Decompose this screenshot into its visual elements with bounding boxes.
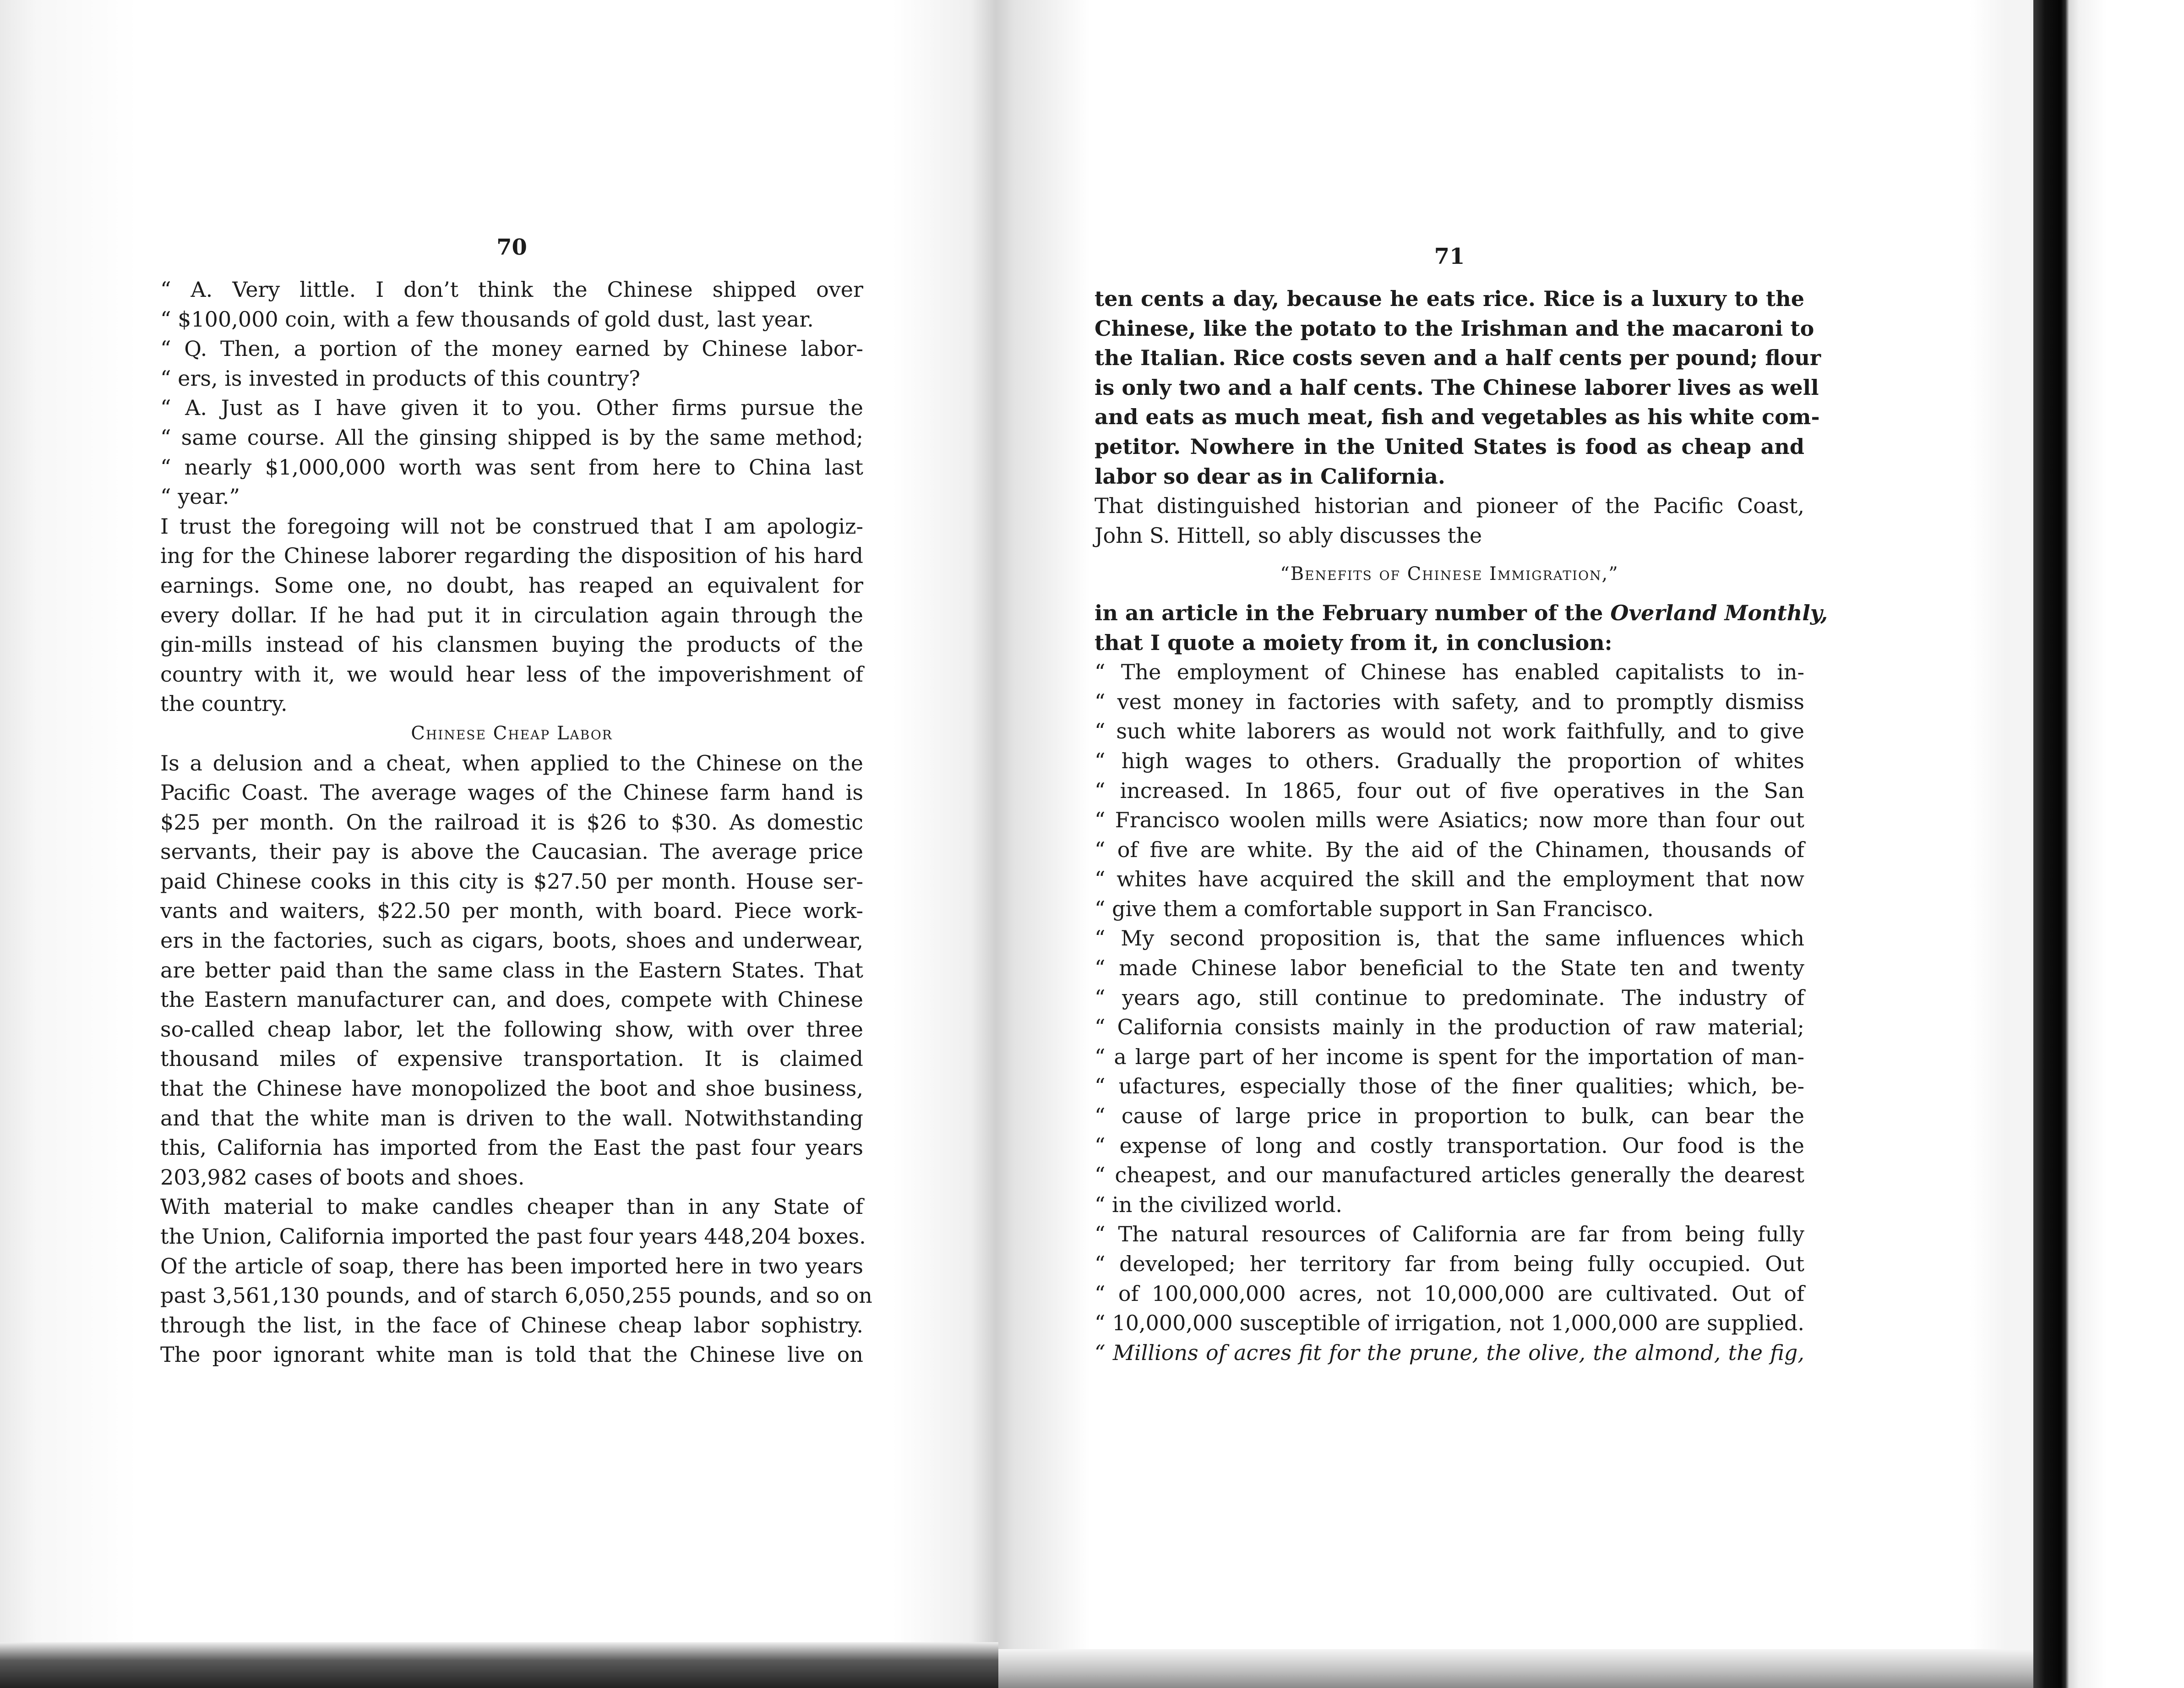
text-line: country with it, we would hear less of the impoverishment of [160,661,863,687]
text-line: “ developed; her territory far from being fully occupied. Out [1095,1251,1804,1276]
quote-natural-resources [1095,1219,1804,1367]
text-line: through the list, in the face of Chinese cheap labor sophistry. [160,1312,863,1338]
page-number-right: 71 [1434,244,1465,269]
text-line: Pacific Coast. The average wages of the Chinese farm hand is [160,780,863,805]
text-line: the Italian. Rice costs seven and a half cents per pound; flour [1095,345,1821,371]
text-line: ers in the factories, such as cigars, boots, shoes and underwear, [160,928,863,953]
text-line: “ years ago, still continue to predominate. The industry of [1095,985,1804,1010]
text-line: earnings. Some one, no doubt, has reaped an equivalent for [160,573,863,598]
left-page-bottom-edge [0,1642,998,1688]
text-line: the country. [160,691,288,716]
text-line: is only two and a half cents. The Chinese laborer lives as well [1095,375,1819,400]
magazine-title: Overland Monthly, [1610,600,1828,625]
page-number-left: 70 [496,235,527,260]
text-line: past 3,561,130 pounds, and of starch 6,050,255 pounds, and so on [160,1283,872,1308]
text-line: this, California has imported from the East the past four years [160,1135,863,1160]
text-line: “ made Chinese labor beneficial to the State ten and twenty [1095,956,1804,981]
text-line: and eats as much meat, fish and vegetables as his white com- [1095,404,1820,430]
text-line: “ same course. All the ginsing shipped is by the same method; [160,425,863,450]
text-line: With material to make candles cheaper than in any State of [160,1194,863,1219]
text-line: The poor ignorant white man is told that the Chinese live on [160,1342,863,1367]
text-line: that I quote a moiety from it, in conclusion: [1095,630,1612,655]
text-line: “ Q. Then, a portion of the money earned by Chinese labor- [160,336,863,361]
text-line: gin-mills instead of his clansmen buying the products of the [160,632,863,657]
text-line: “ ers, is invested in products of this country? [160,366,640,391]
paragraph-rice [1095,284,1821,491]
text-line: “ Francisco woolen mills were Asiatics; now more than four out [1095,808,1804,833]
quote-employment [1095,657,1804,923]
text-line: “ Millions of acres fit for the prune, the olive, the almond, the fig, [1095,1340,1804,1365]
text-line: are better paid than the same class in the Eastern States. That [160,957,863,983]
book-cover-edge [2033,0,2184,1688]
text-line: “ vest money in factories with safety, and to promptly dismiss [1095,689,1804,714]
text-line: thousand miles of expensive transportation. It is claimed [160,1046,863,1071]
text-line: “ increased. In 1865, four out of five operatives in the San [1095,778,1804,803]
paragraph-delusion [160,748,863,1192]
text-line: “ $100,000 coin, with a few thousands of gold dust, last year. [160,306,814,332]
text-line: “ such white laborers as would not work faithfully, and to give [1095,719,1804,744]
quote-second-proposition [1095,923,1804,1219]
text-line: the Union, California imported the past four years 448,204 boxes. [160,1224,866,1249]
interview-block [160,275,863,512]
text-line: Is a delusion and a cheat, when applied to the Chinese on the [160,750,863,776]
text-line: “ whites have acquired the skill and the employment that now [1095,867,1804,892]
text-line: so-called cheap labor, let the following show, with over three [160,1016,863,1042]
section-heading-cheap-labor: Chinese Cheap Labor [411,722,613,744]
text-line: “ cheapest, and our manufactured articles generally the dearest [1095,1163,1804,1188]
text-line: “ give them a comfortable support in San Francisco. [1095,896,1654,921]
paragraph-hittell [1095,491,1804,550]
text-line: That distinguished historian and pioneer of the Pacific Coast, [1095,493,1804,519]
text-line: “ California consists mainly in the production of raw material; [1095,1015,1804,1040]
text-line: and that the white man is driven to the wall. Notwithstanding [160,1105,863,1131]
right-page [1095,243,1828,1367]
text-line: “ of five are white. By the aid of the Chinamen, thousands of [1095,837,1804,862]
text-line: Chinese, like the potato to the Irishman and the macaroni to [1095,316,1814,341]
text-line: “ of 100,000,000 acres, not 10,000,000 are cultivated. Out of [1095,1281,1804,1306]
text-line: every dollar. If he had put it in circulation again through the [160,602,863,628]
text-line: “ The employment of Chinese has enabled capitalists to in- [1095,660,1804,685]
right-page-bottom-edge [998,1649,2033,1688]
text-line: “ in the civilized world. [1095,1192,1343,1217]
text-line: petitor. Nowhere in the United States is food as cheap and [1095,434,1804,459]
text-line: “ nearly $1,000,000 worth was sent from here to China last [160,454,863,480]
text-line: “ expense of long and costly transportation. Our food is the [1095,1133,1804,1158]
article-text: in an article in the February number of the [1095,600,1611,625]
text-line: labor so dear as in California. [1095,464,1445,489]
text-line: “ high wages to others. Gradually the proportion of whites [1095,748,1804,773]
text-line: “ year.” [160,484,240,509]
text-line: I trust the foregoing will not be construed that I am apologiz- [160,514,863,539]
text-line: servants, their pay is above the Caucasian. The average price [160,839,863,864]
text-line: “ 10,000,000 susceptible of irrigation, not 1,000,000 are supplied. [1095,1311,1804,1336]
text-line: Of the article of soap, there has been imported here in two years [160,1253,863,1278]
text-line: ing for the Chinese laborer regarding the disposition of his hard [160,543,863,568]
text-line: the Eastern manufacturer can, and does, compete with Chinese [160,987,863,1012]
text-line: “ A. Just as I have given it to you. Other firms pursue the [160,395,863,421]
paragraph-article [1095,598,1828,657]
text-line: that the Chinese have monopolized the boot and shoe business, [160,1076,863,1101]
left-page [160,234,872,1370]
text-line: John S. Hittell, so ably discusses the [1095,523,1482,548]
text-line: “ a large part of her income is spent for the importation of man- [1095,1044,1804,1069]
paragraph-trust [160,512,863,719]
text-line: “ My second proposition is, that the same influences which [1095,926,1804,951]
text-line: vants and waiters, $22.50 per month, with board. Piece work- [160,898,863,923]
text-line [1095,598,1828,628]
text-line: “ cause of large price in proportion to bulk, can bear the [1095,1103,1804,1129]
paragraph-material [160,1192,872,1370]
text-line: “ ufactures, especially those of the finer qualities; which, be- [1095,1074,1804,1099]
text-line: “ The natural resources of California are far from being fully [1095,1222,1804,1247]
text-line: 203,982 cases of boots and shoes. [160,1164,525,1190]
text-line: paid Chinese cooks in this city is $27.50 per month. House ser- [160,869,863,894]
section-heading-benefits: “Benefits of Chinese Immigration,” [1280,563,1619,585]
text-line: “ A. Very little. I don’t think the Chinese shipped over [160,277,863,302]
text-line: ten cents a day, because he eats rice. Rice is a luxury to the [1095,286,1804,311]
text-line: $25 per month. On the railroad it is $26 to $30. As domestic [160,809,863,835]
